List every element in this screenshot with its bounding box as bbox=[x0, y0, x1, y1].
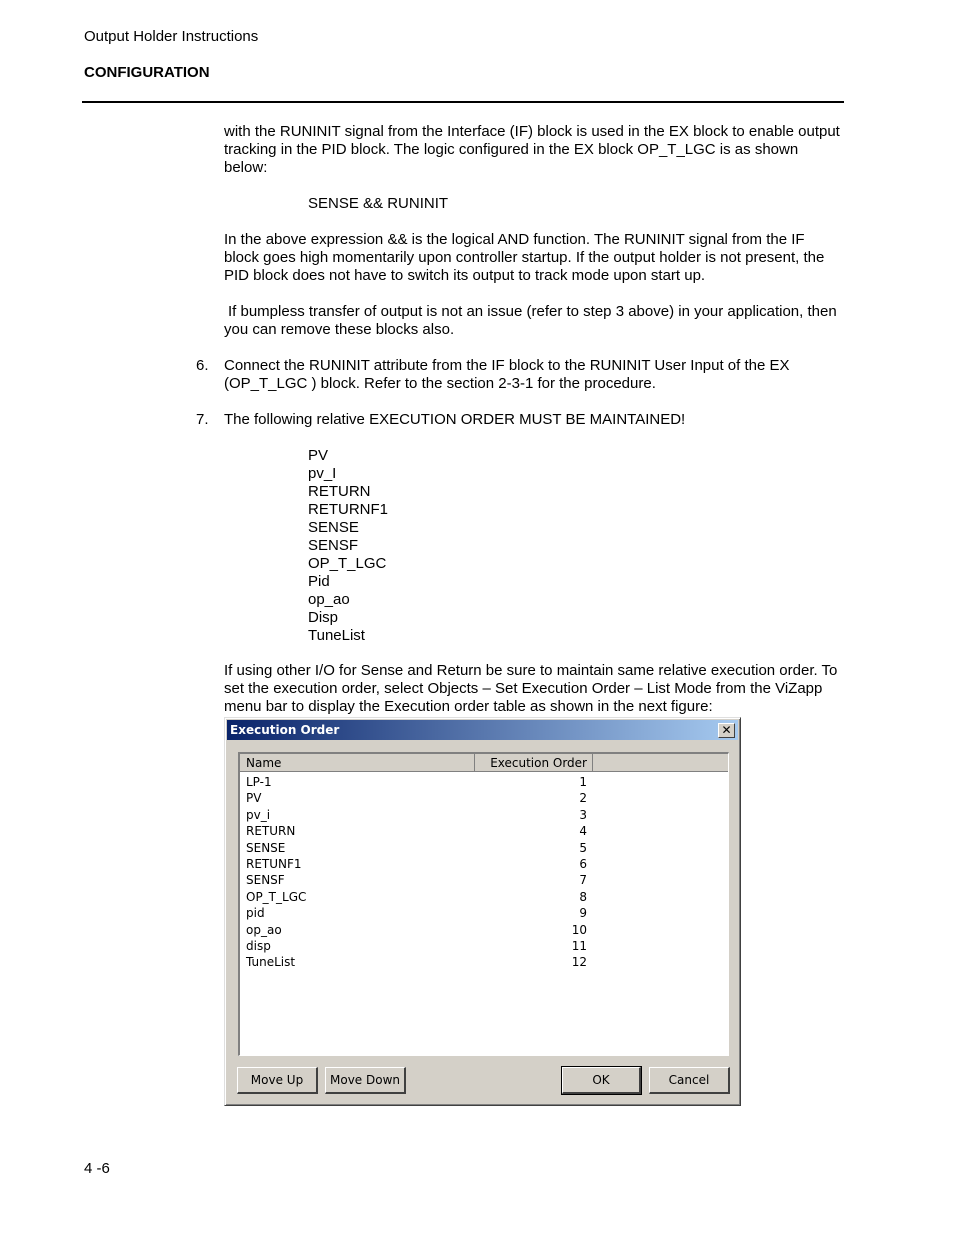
list-item: pv_I bbox=[308, 465, 337, 482]
row-order: 1 bbox=[579, 775, 587, 789]
table-row[interactable] bbox=[240, 872, 728, 888]
execution-order-list bbox=[308, 447, 388, 645]
list-item: TuneList bbox=[308, 627, 365, 644]
row-order: 6 bbox=[579, 856, 587, 871]
row-order: 11 bbox=[571, 938, 587, 953]
cancel-button[interactable]: Cancel bbox=[649, 1067, 730, 1094]
table-row[interactable] bbox=[240, 938, 728, 954]
row-name: SENSE bbox=[246, 840, 286, 855]
ok-button[interactable]: OK bbox=[562, 1067, 641, 1094]
close-icon: ✕ bbox=[721, 723, 732, 737]
row-name: op_ao bbox=[246, 922, 282, 937]
row-name: disp bbox=[246, 938, 271, 953]
list-item: Pid bbox=[308, 573, 330, 590]
row-name: SENSF bbox=[246, 873, 285, 888]
paragraph-runinit-intro: with the RUNINIT signal from the Interface (IF) block is used in the EX block to enable output tracking in the PID block. The logic configured in the EX block OP_T_LGC is as shown below: bbox=[224, 123, 840, 176]
move-down-button[interactable]: Move Down bbox=[325, 1067, 406, 1094]
row-name: LP-1 bbox=[246, 775, 272, 789]
header-divider bbox=[82, 101, 844, 103]
row-order: 10 bbox=[571, 922, 587, 937]
row-order: 12 bbox=[571, 955, 587, 970]
list-item: OP_T_LGC bbox=[308, 555, 387, 572]
list-item: RETURN bbox=[308, 483, 371, 500]
list-item: SENSF bbox=[308, 537, 359, 554]
dialog-titlebar[interactable] bbox=[227, 720, 738, 740]
close-button[interactable] bbox=[718, 723, 735, 738]
row-order: 9 bbox=[579, 906, 587, 921]
section-heading: CONFIGURATION bbox=[84, 64, 210, 81]
step-7-number: 7. bbox=[196, 411, 209, 428]
dialog-title: Execution Order bbox=[230, 723, 340, 737]
row-name: pv_i bbox=[246, 807, 271, 822]
step-6-number: 6. bbox=[196, 357, 209, 374]
row-order: 3 bbox=[579, 807, 587, 822]
table-row[interactable] bbox=[240, 856, 728, 872]
table-row[interactable] bbox=[240, 889, 728, 905]
list-item: PV bbox=[308, 447, 329, 464]
column-header-execution-order[interactable]: Execution Order bbox=[475, 754, 593, 772]
row-order: 4 bbox=[579, 824, 587, 839]
list-item: Disp bbox=[308, 609, 339, 626]
table-row[interactable] bbox=[240, 922, 728, 938]
move-up-button[interactable]: Move Up bbox=[237, 1067, 318, 1094]
execution-order-dialog bbox=[224, 717, 741, 1106]
row-order: 5 bbox=[579, 840, 587, 855]
row-order: 2 bbox=[579, 791, 587, 806]
table-row[interactable] bbox=[240, 954, 728, 970]
row-name: RETUNF1 bbox=[246, 856, 302, 871]
document-title: Output Holder Instructions bbox=[84, 28, 259, 45]
table-row[interactable] bbox=[240, 823, 728, 839]
list-item: SENSE bbox=[308, 519, 359, 536]
row-name: RETURN bbox=[246, 824, 296, 839]
row-order: 8 bbox=[579, 889, 587, 904]
execution-order-table[interactable] bbox=[238, 752, 729, 1056]
page-number: 4 -6 bbox=[84, 1160, 110, 1177]
paragraph-bumpless-transfer: If bumpless transfer of output is not an issue (refer to step 3 above) in your application, then you can remove these blocks also. bbox=[224, 303, 837, 338]
table-row[interactable] bbox=[240, 905, 728, 921]
table-body bbox=[240, 774, 728, 971]
table-row[interactable] bbox=[240, 807, 728, 823]
logic-expression: SENSE && RUNINIT bbox=[308, 195, 449, 212]
list-item: RETURNF1 bbox=[308, 501, 389, 518]
row-name: PV bbox=[246, 791, 262, 806]
table-row[interactable] bbox=[240, 774, 728, 790]
row-name: pid bbox=[246, 906, 265, 921]
column-header-name[interactable]: Name bbox=[240, 754, 475, 772]
table-row[interactable] bbox=[240, 840, 728, 856]
table-row[interactable] bbox=[240, 790, 728, 806]
step-7-text: The following relative EXECUTION ORDER MUST BE MAINTAINED! bbox=[224, 411, 686, 428]
column-header-filler bbox=[593, 754, 728, 772]
row-name: TuneList bbox=[246, 955, 296, 970]
list-item: op_ao bbox=[308, 591, 350, 608]
step-6-text: Connect the RUNINIT attribute from the IF block to the RUNINIT User Input of the EX (OP_T_LGC ) block. Refer to the section 2-3-1 for the procedure. bbox=[224, 357, 790, 392]
row-order: 7 bbox=[579, 873, 587, 888]
row-name: OP_T_LGC bbox=[246, 889, 307, 904]
paragraph-and-explanation: In the above expression && is the logical AND function. The RUNINIT signal from the IF block goes high momentarily upon controller startup. If the output holder is not present, the PID block does not have to switch its output to track mode upon start up. bbox=[224, 231, 825, 284]
paragraph-execution-order-instructions: If using other I/O for Sense and Return be sure to maintain same relative execution order. To set the execution order, select Objects – Set Execution Order – List Mode from the ViZapp menu bar to display the Execution order table as shown in the next figure: bbox=[224, 662, 838, 715]
